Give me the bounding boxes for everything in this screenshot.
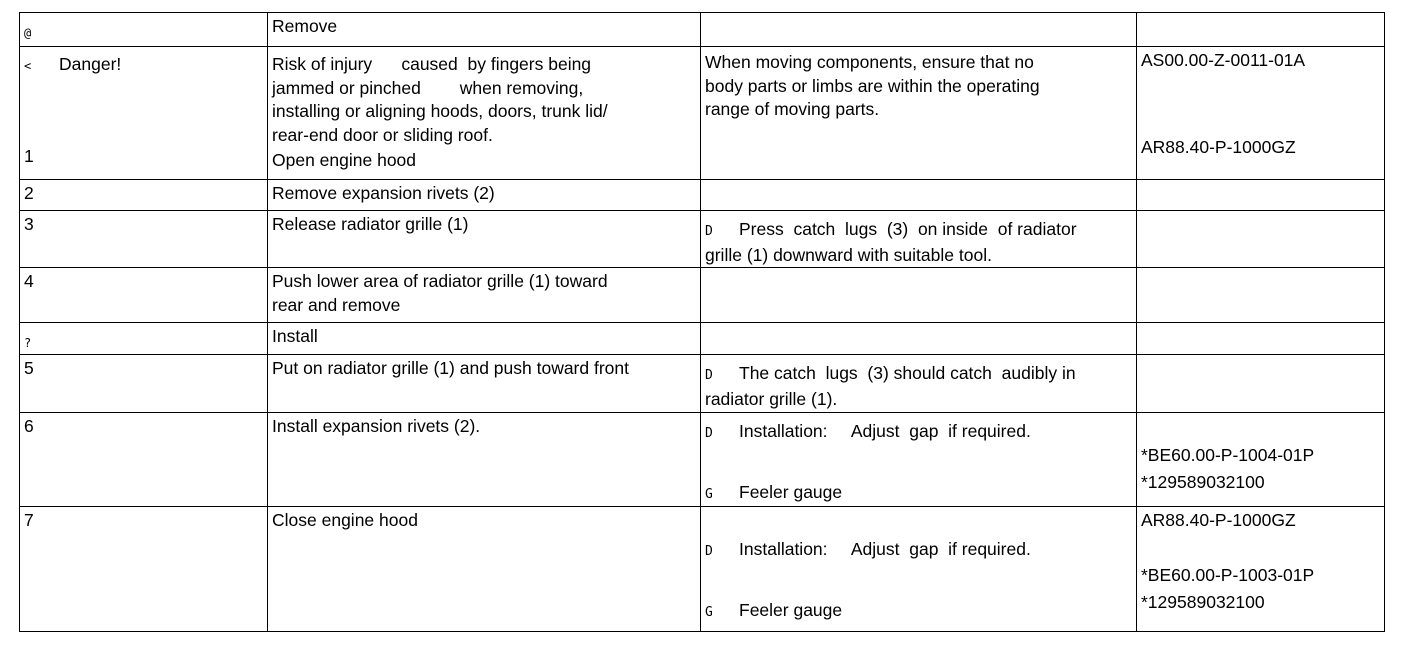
note-cell [701, 507, 1137, 632]
table-row [20, 323, 1385, 355]
note-line: When moving components, ensure that no [705, 52, 1034, 72]
table-row [20, 413, 1385, 507]
note-symbol: D [705, 368, 713, 383]
note-symbol: D [705, 224, 713, 239]
install-symbol: ? [24, 336, 32, 350]
step-cell [20, 13, 268, 47]
danger-text-line: Risk of injury caused by fingers being [272, 54, 592, 74]
remove-symbol: @ [24, 26, 32, 40]
danger-label: Danger! [59, 54, 122, 74]
step-number: 3 [24, 214, 34, 234]
step-cell [20, 211, 268, 268]
action-text: Close engine hood [272, 510, 418, 530]
action-cell [268, 47, 701, 180]
table-row [20, 13, 1385, 47]
procedure-table [19, 12, 1385, 632]
note-line: grille (1) downward with suitable tool. [705, 244, 992, 265]
action-text: Put on radiator grille (1) and push toward front [272, 358, 629, 378]
ref-cell [1137, 47, 1385, 180]
step-cell [20, 413, 268, 507]
ref-cell [1137, 268, 1385, 323]
step-number: 6 [24, 416, 34, 436]
note-line: The catch lugs (3) should catch audibly in [739, 363, 1076, 383]
action-cell [268, 211, 701, 268]
note-text: Installation: Adjust gap if required. [739, 539, 1031, 559]
ref-link[interactable]: *129589032100 [1141, 592, 1265, 612]
action-cell [268, 323, 701, 355]
step-number: 5 [24, 358, 34, 378]
ref-cell [1137, 211, 1385, 268]
action-cell [268, 180, 701, 211]
danger-text-line: installing or aligning hoods, doors, trunk lid/ [272, 101, 608, 121]
section-heading-remove: Remove [272, 16, 338, 36]
danger-symbol: < [24, 59, 32, 73]
danger-text-line: jammed or pinched when removing, [272, 77, 584, 98]
note-cell [701, 413, 1137, 507]
step-cell [20, 323, 268, 355]
table-row [20, 507, 1385, 632]
action-text: Open engine hood [272, 150, 417, 170]
step-cell [20, 180, 268, 211]
note-cell [701, 47, 1137, 180]
ref-link[interactable]: AR88.40-P-1000GZ [1141, 136, 1296, 157]
step-cell [20, 355, 268, 413]
note-symbol: D [705, 426, 713, 441]
step-number: 1 [24, 145, 34, 166]
ref-link[interactable]: AS00.00-Z-0011-01A [1141, 50, 1306, 70]
table-row [20, 211, 1385, 268]
action-text: rear and remove [272, 294, 401, 315]
step-number: 7 [24, 510, 34, 530]
step-cell [20, 47, 268, 180]
tool-symbol: G [705, 604, 713, 620]
note-cell [701, 211, 1137, 268]
action-text: Remove expansion rivets (2) [272, 183, 495, 203]
tool-text: Feeler gauge [739, 481, 843, 502]
table-row [20, 355, 1385, 413]
note-line: radiator grille (1). [705, 388, 838, 409]
danger-text-line: rear-end door or sliding roof. [272, 124, 493, 145]
step-number: 4 [24, 271, 34, 291]
action-cell [268, 268, 701, 323]
note-line: range of moving parts. [705, 99, 880, 119]
ref-cell [1137, 507, 1385, 632]
action-text: Release radiator grille (1) [272, 214, 469, 234]
ref-cell [1137, 13, 1385, 47]
action-text: Install expansion rivets (2). [272, 416, 481, 436]
note-line: Press catch lugs (3) on inside of radiator [739, 219, 1077, 239]
note-cell [701, 268, 1137, 323]
ref-link[interactable]: AR88.40-P-1000GZ [1141, 510, 1296, 530]
tool-text: Feeler gauge [739, 599, 843, 620]
action-cell [268, 355, 701, 413]
ref-cell [1137, 180, 1385, 211]
tool-symbol: G [705, 486, 713, 502]
ref-link[interactable]: *BE60.00-P-1003-01P [1141, 564, 1315, 585]
note-cell [701, 323, 1137, 355]
note-symbol: D [705, 544, 713, 559]
action-cell [268, 413, 701, 507]
step-number: 2 [24, 183, 34, 203]
ref-cell [1137, 323, 1385, 355]
action-text: Push lower area of radiator grille (1) toward [272, 271, 608, 291]
action-cell [268, 507, 701, 632]
step-cell [20, 268, 268, 323]
note-cell [701, 355, 1137, 413]
table-row [20, 47, 1385, 180]
ref-link[interactable]: *BE60.00-P-1004-01P [1141, 445, 1315, 465]
action-cell [268, 13, 701, 47]
ref-cell [1137, 413, 1385, 507]
note-cell [701, 180, 1137, 211]
table-row [20, 180, 1385, 211]
note-cell [701, 13, 1137, 47]
ref-cell [1137, 355, 1385, 413]
section-heading-install: Install [272, 326, 318, 346]
note-text: Installation: Adjust gap if required. [739, 421, 1031, 441]
table-row [20, 268, 1385, 323]
ref-link[interactable]: *129589032100 [1141, 471, 1265, 492]
step-cell [20, 507, 268, 632]
note-line: body parts or limbs are within the operating [705, 75, 1040, 96]
